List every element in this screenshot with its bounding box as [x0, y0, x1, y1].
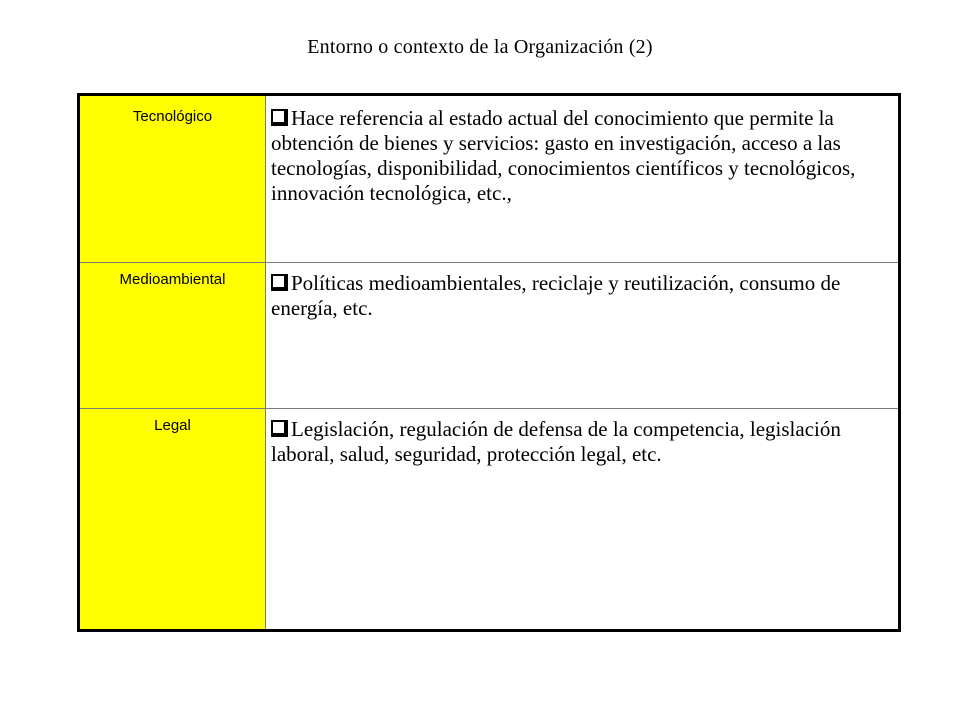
category-label: Medioambiental	[119, 270, 226, 288]
hollow-square-bullet-icon	[271, 109, 288, 126]
category-label: Tecnológico	[132, 108, 213, 125]
description-text: Políticas medioambientales, reciclaje y reutilización, consumo de energía, etc.	[271, 270, 841, 320]
page-title: Entorno o contexto de la Organización (2)	[307, 36, 653, 58]
description-cell	[266, 95, 900, 263]
context-table	[77, 93, 901, 632]
hollow-square-bullet-icon	[271, 420, 288, 437]
hollow-square-bullet-icon	[271, 274, 288, 291]
description-text: Legislación, regulación de defensa de la competencia, legislación laboral, salud, seguridad, protección legal, etc.	[271, 416, 841, 466]
table-row	[79, 408, 900, 630]
category-label: Legal	[154, 416, 191, 434]
category-cell	[79, 408, 266, 630]
description-cell	[266, 262, 900, 408]
description-text: Hace referencia al estado actual del conocimiento que permite la obtención de bienes y servicios: gasto en investigación, acceso a las tecnologías, disponibilidad, conocimientos científicos y tecnológicos, innovación tecnológica, etc.,	[271, 106, 856, 205]
table-row	[79, 95, 900, 263]
category-cell	[79, 95, 266, 263]
description-cell	[266, 408, 900, 630]
table-row	[79, 262, 900, 408]
category-cell	[79, 262, 266, 408]
